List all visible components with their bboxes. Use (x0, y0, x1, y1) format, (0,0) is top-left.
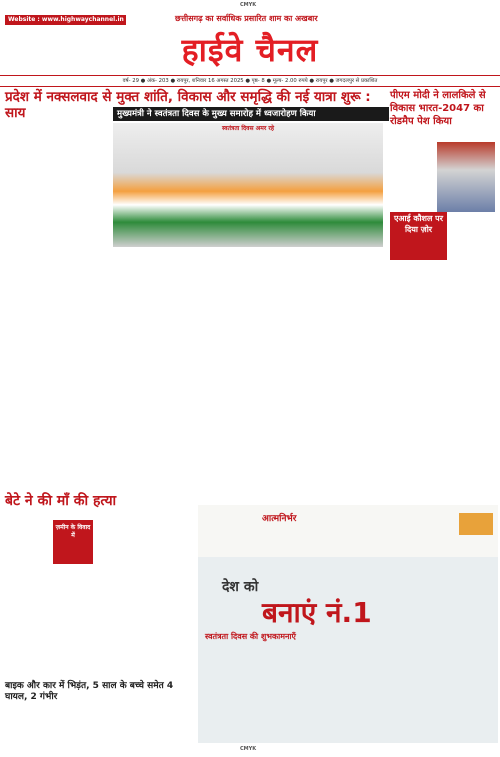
lead-headline: प्रदेश में नक्सलवाद से मुक्त शांति, विकास और समृद्धि की नई यात्रा शुरू : साय (5, 89, 371, 121)
right-story-headline: पीएम मोदी ने लालकिले से विकास भारत-2047 का रोडमैप पेश किया (390, 90, 486, 127)
second-story-body (5, 512, 195, 674)
masthead-logo: हाईवे चैनल (181, 31, 319, 69)
lead-photo (113, 123, 383, 247)
right-story-box: एआई कौशल पर दिया ज़ोर (390, 212, 447, 260)
right-story-photo (437, 142, 495, 212)
second-story-headline: बेटे ने की माँ की हत्या (5, 493, 117, 509)
ad-brand: आत्मनिर्भर (262, 514, 297, 524)
third-story-body (5, 706, 195, 742)
right-column-body (390, 262, 498, 498)
lead-photo-caption: स्वतंत्रता दिवस अमर रहे (221, 125, 275, 132)
second-story-box: ज़मीन के विवाद में (53, 520, 93, 564)
ad-line3: स्वतंत्रता दिवस की शुभकामनाएँ (205, 632, 296, 641)
ad-header-band (198, 505, 498, 557)
third-story-headline: बाइक और कार में भिड़ंत, 5 साल के बच्चे समेत 4 घायल, 2 गंभीर (5, 681, 174, 702)
ad-line1: देश को (222, 579, 259, 595)
lead-column-left (5, 125, 109, 485)
ad-line2: बनाएं नं.1 (262, 596, 372, 629)
lead-subheadline: मुख्यमंत्री ने स्वतंत्रता दिवस के मुख्य समारोह में ध्वजारोहण किया (113, 107, 389, 121)
ad-logo-icon (459, 513, 493, 535)
tagline: छत्तीसगढ़ का सर्वाधिक प्रसारित शाम का अखबार (175, 14, 318, 23)
cmyk-mark: CMYK (240, 2, 257, 8)
lead-column-body (113, 252, 383, 492)
cmyk-mark-bottom: CMYK (240, 746, 257, 752)
website-link[interactable]: Website : www.highwaychannel.in (5, 15, 126, 25)
dateline: वर्ष- 29 ● अंक- 203 ● रायपुर, शनिवार 16 अगस्त 2025 ● पृष्ठ- 8 ● मूल्य- 2.00 रुपये ● रायपुर ● जगदलपुर से प्रकाशित (0, 75, 500, 87)
